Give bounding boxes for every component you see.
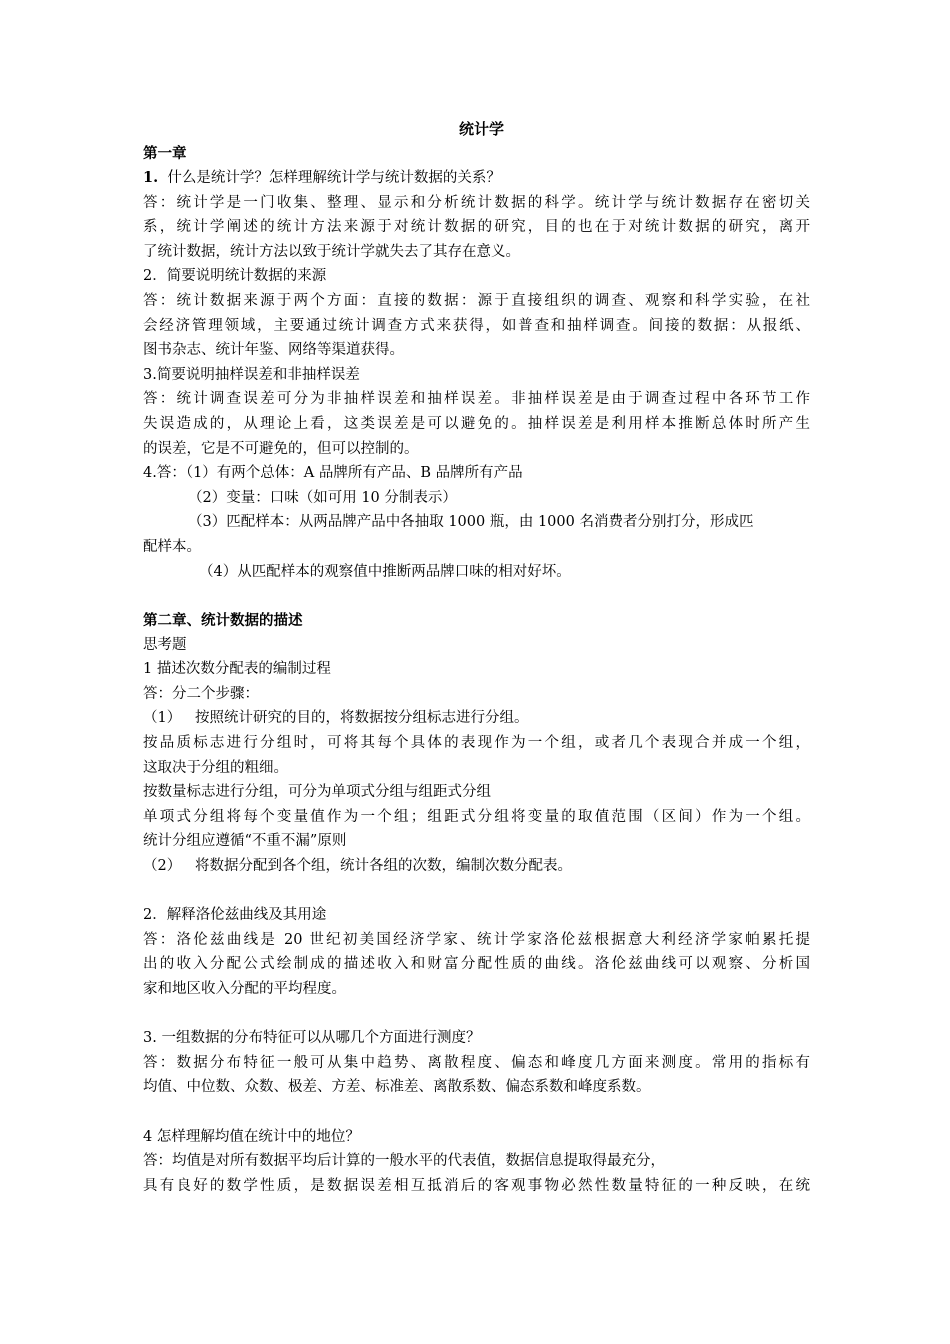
paragraph-gap — [143, 584, 810, 609]
question-1-number: 1. — [143, 169, 159, 186]
answer-line: 单项式分组将每个变量值作为一个组；组距式分组将变量的取值范围（区间）作为一个组。 — [143, 808, 810, 825]
question-3: 3. 一组数据的分布特征可以从哪几个方面进行测度？ — [143, 1030, 481, 1047]
document-title: 统计学 — [458, 120, 504, 138]
answer-line: 答：分二个步骤： — [143, 685, 259, 702]
answer-line: 失误造成的，从理论上看，这类误差是可以避免的。抽样误差是利用样本推断总体时所产生 — [143, 415, 810, 432]
answer-line: 图书杂志、统计年鉴、网络等渠道获得。 — [143, 342, 404, 359]
chapter-2-body — [143, 633, 810, 1199]
question-2: 2．简要说明统计数据的来源 — [143, 268, 327, 285]
paragraph-gap — [143, 1100, 810, 1125]
question-4-answer-line: 4.答：（1）有两个总体：A 品牌所有产品、B 品牌所有产品 — [143, 465, 523, 482]
answer-line: 按品质标志进行分组时，可将其每个具体的表现作为一个组，或者几个表现合并成一个组， — [143, 735, 810, 752]
question-1: 1 描述次数分配表的编制过程 — [143, 661, 331, 678]
question-1: 1. 什么是统计学？怎样理解统计学与统计数据的关系？ — [143, 169, 501, 186]
chapter-1-body — [143, 166, 810, 584]
answer-line: 这取决于分组的粗细。 — [143, 759, 288, 776]
question-4-answer-line: （3）匹配样本：从两品牌产品中各抽取 1000 瓶，由 1000 名消费者分别打分，形成匹 — [188, 514, 754, 531]
answer-line: 出的收入分配公式绘制成的描述收入和财富分配性质的曲线。洛伦兹曲线可以观察、分析国 — [143, 956, 810, 973]
answer-line: 答：洛伦兹曲线是 20 世纪初美国经济学家、统计学家洛伦兹根据意大利经济学家帕累托提 — [143, 931, 810, 948]
question-3: 3.简要说明抽样误差和非抽样误差 — [143, 366, 360, 383]
answer-line: 答：均值是对所有数据平均后计算的一般水平的代表值，数据信息提取得最充分， — [143, 1153, 665, 1170]
answer-line: 均值、中位数、众数、极差、方差、标准差、离散系数、偏态系数和峰度系数。 — [143, 1079, 651, 1096]
answer-line: 家和地区收入分配的平均程度。 — [143, 981, 346, 997]
answer-line: 答：统计学是一门收集、整理、显示和分析统计数据的科学。统计学与统计数据存在密切关 — [143, 194, 810, 211]
answer-line: 的误差，它是不可避免的，但可以控制的。 — [143, 440, 419, 457]
question-4-answer-line: 配样本。 — [143, 538, 201, 555]
question-2: 2．解释洛伦兹曲线及其用途 — [143, 907, 327, 924]
question-4: 4 怎样理解均值在统计中的地位？ — [143, 1128, 360, 1145]
answer-line: 答：统计调查误差可分为非抽样误差和抽样误差。非抽样误差是由于调查过程中各环节工作 — [143, 391, 810, 408]
question-4-answer-line: （2）变量：口味（如可用 10 分制表示） — [188, 489, 457, 506]
answer-line: 系，统计学阐述的统计方法来源于对统计数据的研究，目的也在于对统计数据的研究，离开 — [143, 219, 810, 236]
paragraph-gap — [143, 879, 810, 904]
chapter-1-heading: 第一章 — [143, 146, 187, 162]
answer-line: 统计分组应遵循“不重不漏”原则 — [143, 833, 347, 850]
answer-line: 了统计数据，统计方法以致于统计学就失去了其存在意义。 — [143, 243, 520, 260]
answer-line: 按数量标志进行分组，可分为单项式分组与组距式分组 — [143, 784, 491, 801]
chapter-2-subheading: 思考题 — [143, 636, 187, 653]
chapter-2-heading: 第二章、统计数据的描述 — [143, 612, 303, 629]
answer-line: 会经济管理领域，主要通过统计调查方式来获得，如普查和抽样调查。间接的数据：从报纸、 — [143, 317, 810, 334]
answer-line: 答：统计数据来源于两个方面：直接的数据：源于直接组织的调查、观察和科学实验，在社 — [143, 292, 810, 309]
answer-line: 答：数据分布特征一般可从集中趋势、离散程度、偏态和峰度几方面来测度。常用的指标有 — [143, 1054, 810, 1071]
answer-line: （2） 将数据分配到各个组，统计各组的次数，编制次数分配表。 — [143, 858, 573, 875]
answer-line: 具有良好的数学性质，是数据误差相互抵消后的客观事物必然性数量特征的一种反映，在统 — [143, 1177, 810, 1194]
answer-line: （1） 按照统计研究的目的，将数据按分组标志进行分组。 — [143, 710, 529, 727]
question-4-answer-line: （4）从匹配样本的观察值中推断两品牌口味的相对好坏。 — [199, 563, 571, 580]
paragraph-gap — [143, 1002, 810, 1027]
